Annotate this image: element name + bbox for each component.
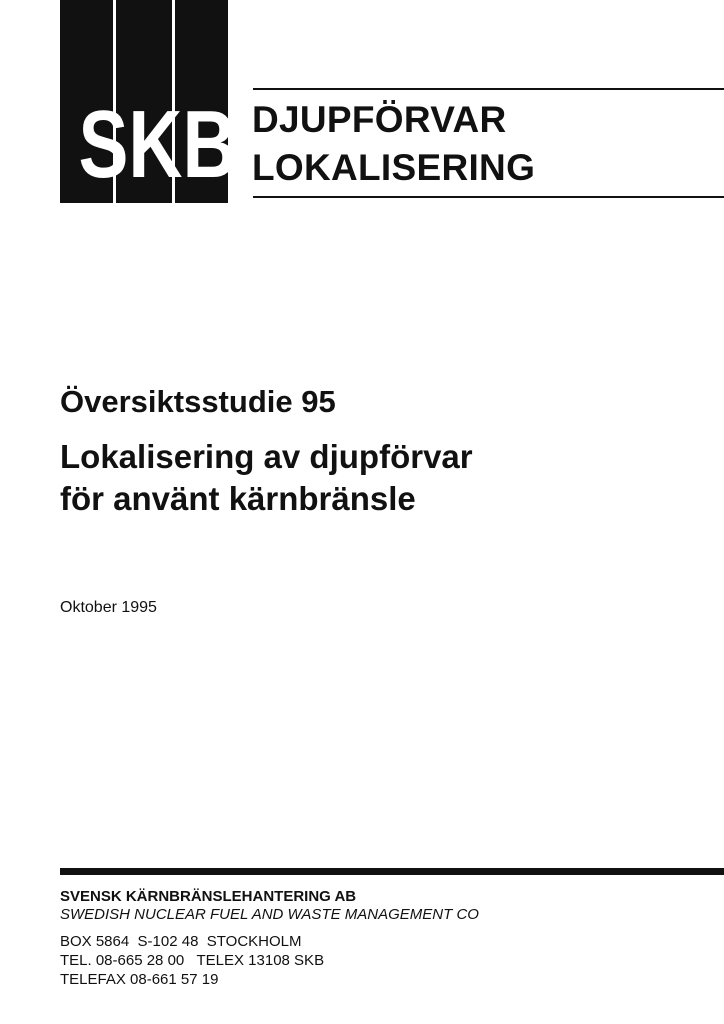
postal-address: BOX 5864 S-102 48 STOCKHOLM bbox=[60, 933, 302, 950]
footer bbox=[60, 888, 479, 989]
subtitle-line-2: för använt kärnbränsle bbox=[60, 480, 416, 517]
logo-letter-s: S bbox=[78, 91, 129, 198]
footer-rule bbox=[60, 868, 724, 875]
phone-telex: TEL. 08-665 28 00 TELEX 13108 SKB bbox=[60, 952, 325, 969]
series-top-rule bbox=[253, 88, 724, 90]
report-title: Översiktsstudie 95 bbox=[60, 384, 336, 419]
logo-letter-b: B bbox=[182, 91, 237, 198]
series-line-1: DJUPFÖRVAR bbox=[252, 99, 507, 140]
subtitle-line-1: Lokalisering av djupförvar bbox=[60, 438, 473, 475]
telefax: TELEFAX 08-661 57 19 bbox=[60, 971, 219, 988]
series-bottom-rule bbox=[253, 196, 724, 198]
report-subtitle bbox=[60, 436, 473, 520]
series-title bbox=[252, 96, 535, 192]
series-line-2: LOKALISERING bbox=[252, 147, 536, 188]
company-name: SVENSK KÄRNBRÄNSLEHANTERING AB bbox=[60, 888, 357, 905]
report-title-block bbox=[60, 382, 473, 520]
skb-logo bbox=[60, 0, 237, 203]
logo-letters bbox=[78, 91, 237, 198]
company-name-english: SWEDISH NUCLEAR FUEL AND WASTE MANAGEMENT CO bbox=[60, 906, 479, 923]
logo-letter-k: K bbox=[128, 91, 183, 198]
publication-date: Oktober 1995 bbox=[60, 599, 157, 616]
